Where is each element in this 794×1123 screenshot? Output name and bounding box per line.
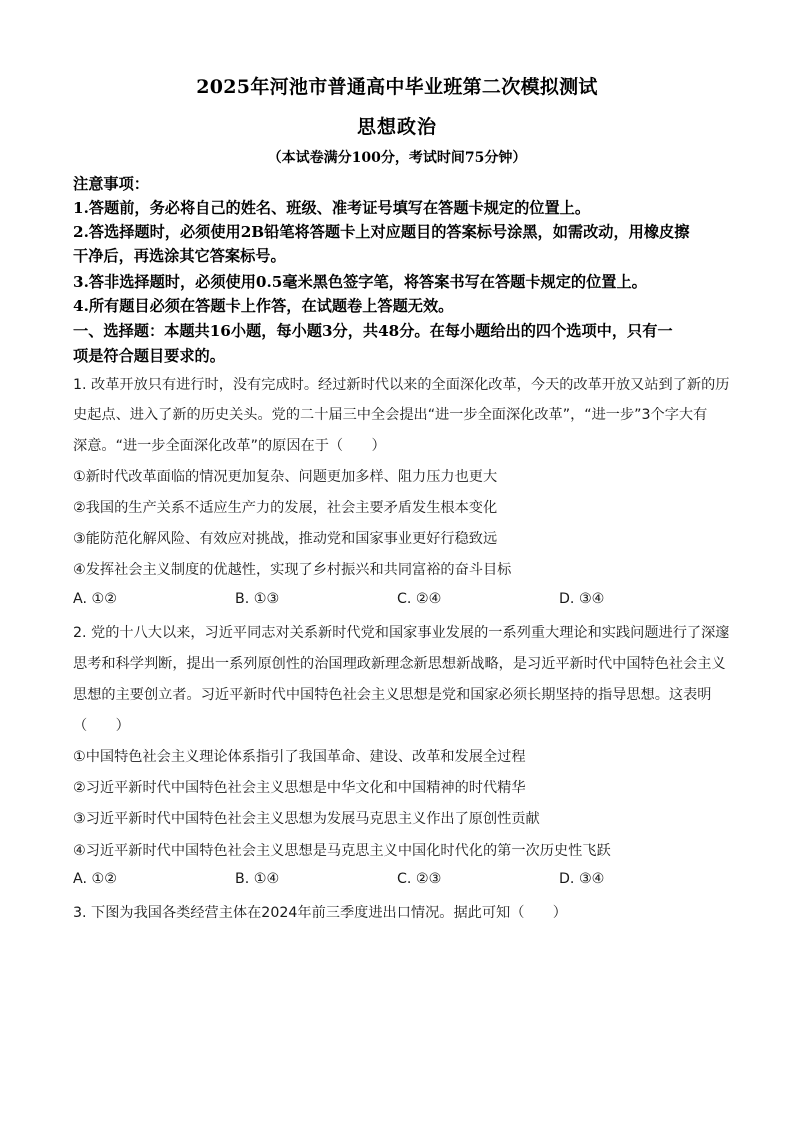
exam-note: （本试卷满分100分，考试时间75分钟）	[267, 150, 527, 166]
question-stem: 思想的主要创立者。习近平新时代中国特色社会主义思想是党和国家必须长期坚持的指导思想。这表明	[73, 687, 712, 703]
statement: ②我国的生产关系不适应生产力的发展，社会主要矛盾发生根本变化	[73, 500, 498, 516]
option-d: D. ③④	[559, 871, 605, 887]
answer-options	[73, 591, 733, 607]
question-stem: 2. 党的十八大以来，习近平同志对关系新时代党和国家事业发展的一系列重大理论和实践问题进行了深邃	[73, 625, 730, 641]
subject-title: 思想政治	[356, 116, 437, 138]
statement: ②习近平新时代中国特色社会主义思想是中华文化和中国精神的时代精华	[73, 780, 526, 796]
option-c: C. ②④	[397, 591, 442, 607]
option-b: B. ①④	[235, 871, 280, 887]
statement: ④习近平新时代中国特色社会主义思想是马克思主义中国化时代化的第一次历史性飞跃	[73, 843, 611, 859]
statement: ①中国特色社会主义理论体系指引了我国革命、建设、改革和发展全过程	[73, 749, 526, 765]
option-c: C. ②③	[397, 871, 442, 887]
instruction-item: 2.答选择题时，必须使用2B铅笔将答题卡上对应题目的答案标号涂黑，如需改动，用橡皮擦	[73, 223, 690, 241]
option-a: A. ①②	[73, 591, 117, 607]
question-stem: （ ）	[73, 718, 130, 734]
instructions-heading: 注意事项：	[73, 175, 149, 193]
instruction-item: 3.答非选择题时，必须使用0.5毫米黑色签字笔，将答案书写在答题卡规定的位置上。	[73, 273, 647, 291]
statement: ①新时代改革面临的情况更加复杂、问题更加多样、阻力压力也更大	[73, 469, 498, 485]
question-stem: 深意。“进一步全面深化改革”的原因在于（ ）	[73, 438, 386, 454]
question-stem: 1. 改革开放只有进行时，没有完成时。经过新时代以来的全面深化改革，今天的改革开放又站到了新的历	[73, 377, 730, 393]
exam-title: 2025年河池市普通高中毕业班第二次模拟测试	[196, 76, 598, 98]
section-heading: 一、选择题：本题共16小题，每小题3分，共48分。在每小题给出的四个选项中，只有一	[73, 322, 673, 340]
section-heading: 项是符合题目要求的。	[73, 347, 225, 365]
option-b: B. ①③	[235, 591, 280, 607]
instruction-item: 1.答题前，务必将自己的姓名、班级、准考证号填写在答题卡规定的位置上。	[73, 199, 591, 217]
answer-options	[73, 871, 733, 887]
option-d: D. ③④	[559, 591, 605, 607]
statement: ③习近平新时代中国特色社会主义思想为发展马克思主义作出了原创性贡献	[73, 811, 540, 827]
instruction-item: 4.所有题目必须在答题卡上作答，在试题卷上答题无效。	[73, 297, 454, 315]
instruction-item: 干净后，再选涂其它答案标号。	[73, 247, 286, 265]
question-stem: 思考和科学判断，提出一系列原创性的治国理政新理念新思想新战略，是习近平新时代中国特色社会主义	[73, 656, 726, 672]
question-stem: 3. 下图为我国各类经营主体在2024年前三季度进出口情况。据此可知（ ）	[73, 905, 567, 921]
statement: ③能防范化解风险、有效应对挑战，推动党和国家事业更好行稳致远	[73, 531, 498, 547]
statement: ④发挥社会主义制度的优越性，实现了乡村振兴和共同富裕的奋斗目标	[73, 562, 512, 578]
question-stem: 史起点、进入了新的历史关头。党的二十届三中全会提出“进一步全面深化改革”，“进一步”3个字大有	[73, 407, 708, 423]
option-a: A. ①②	[73, 871, 117, 887]
